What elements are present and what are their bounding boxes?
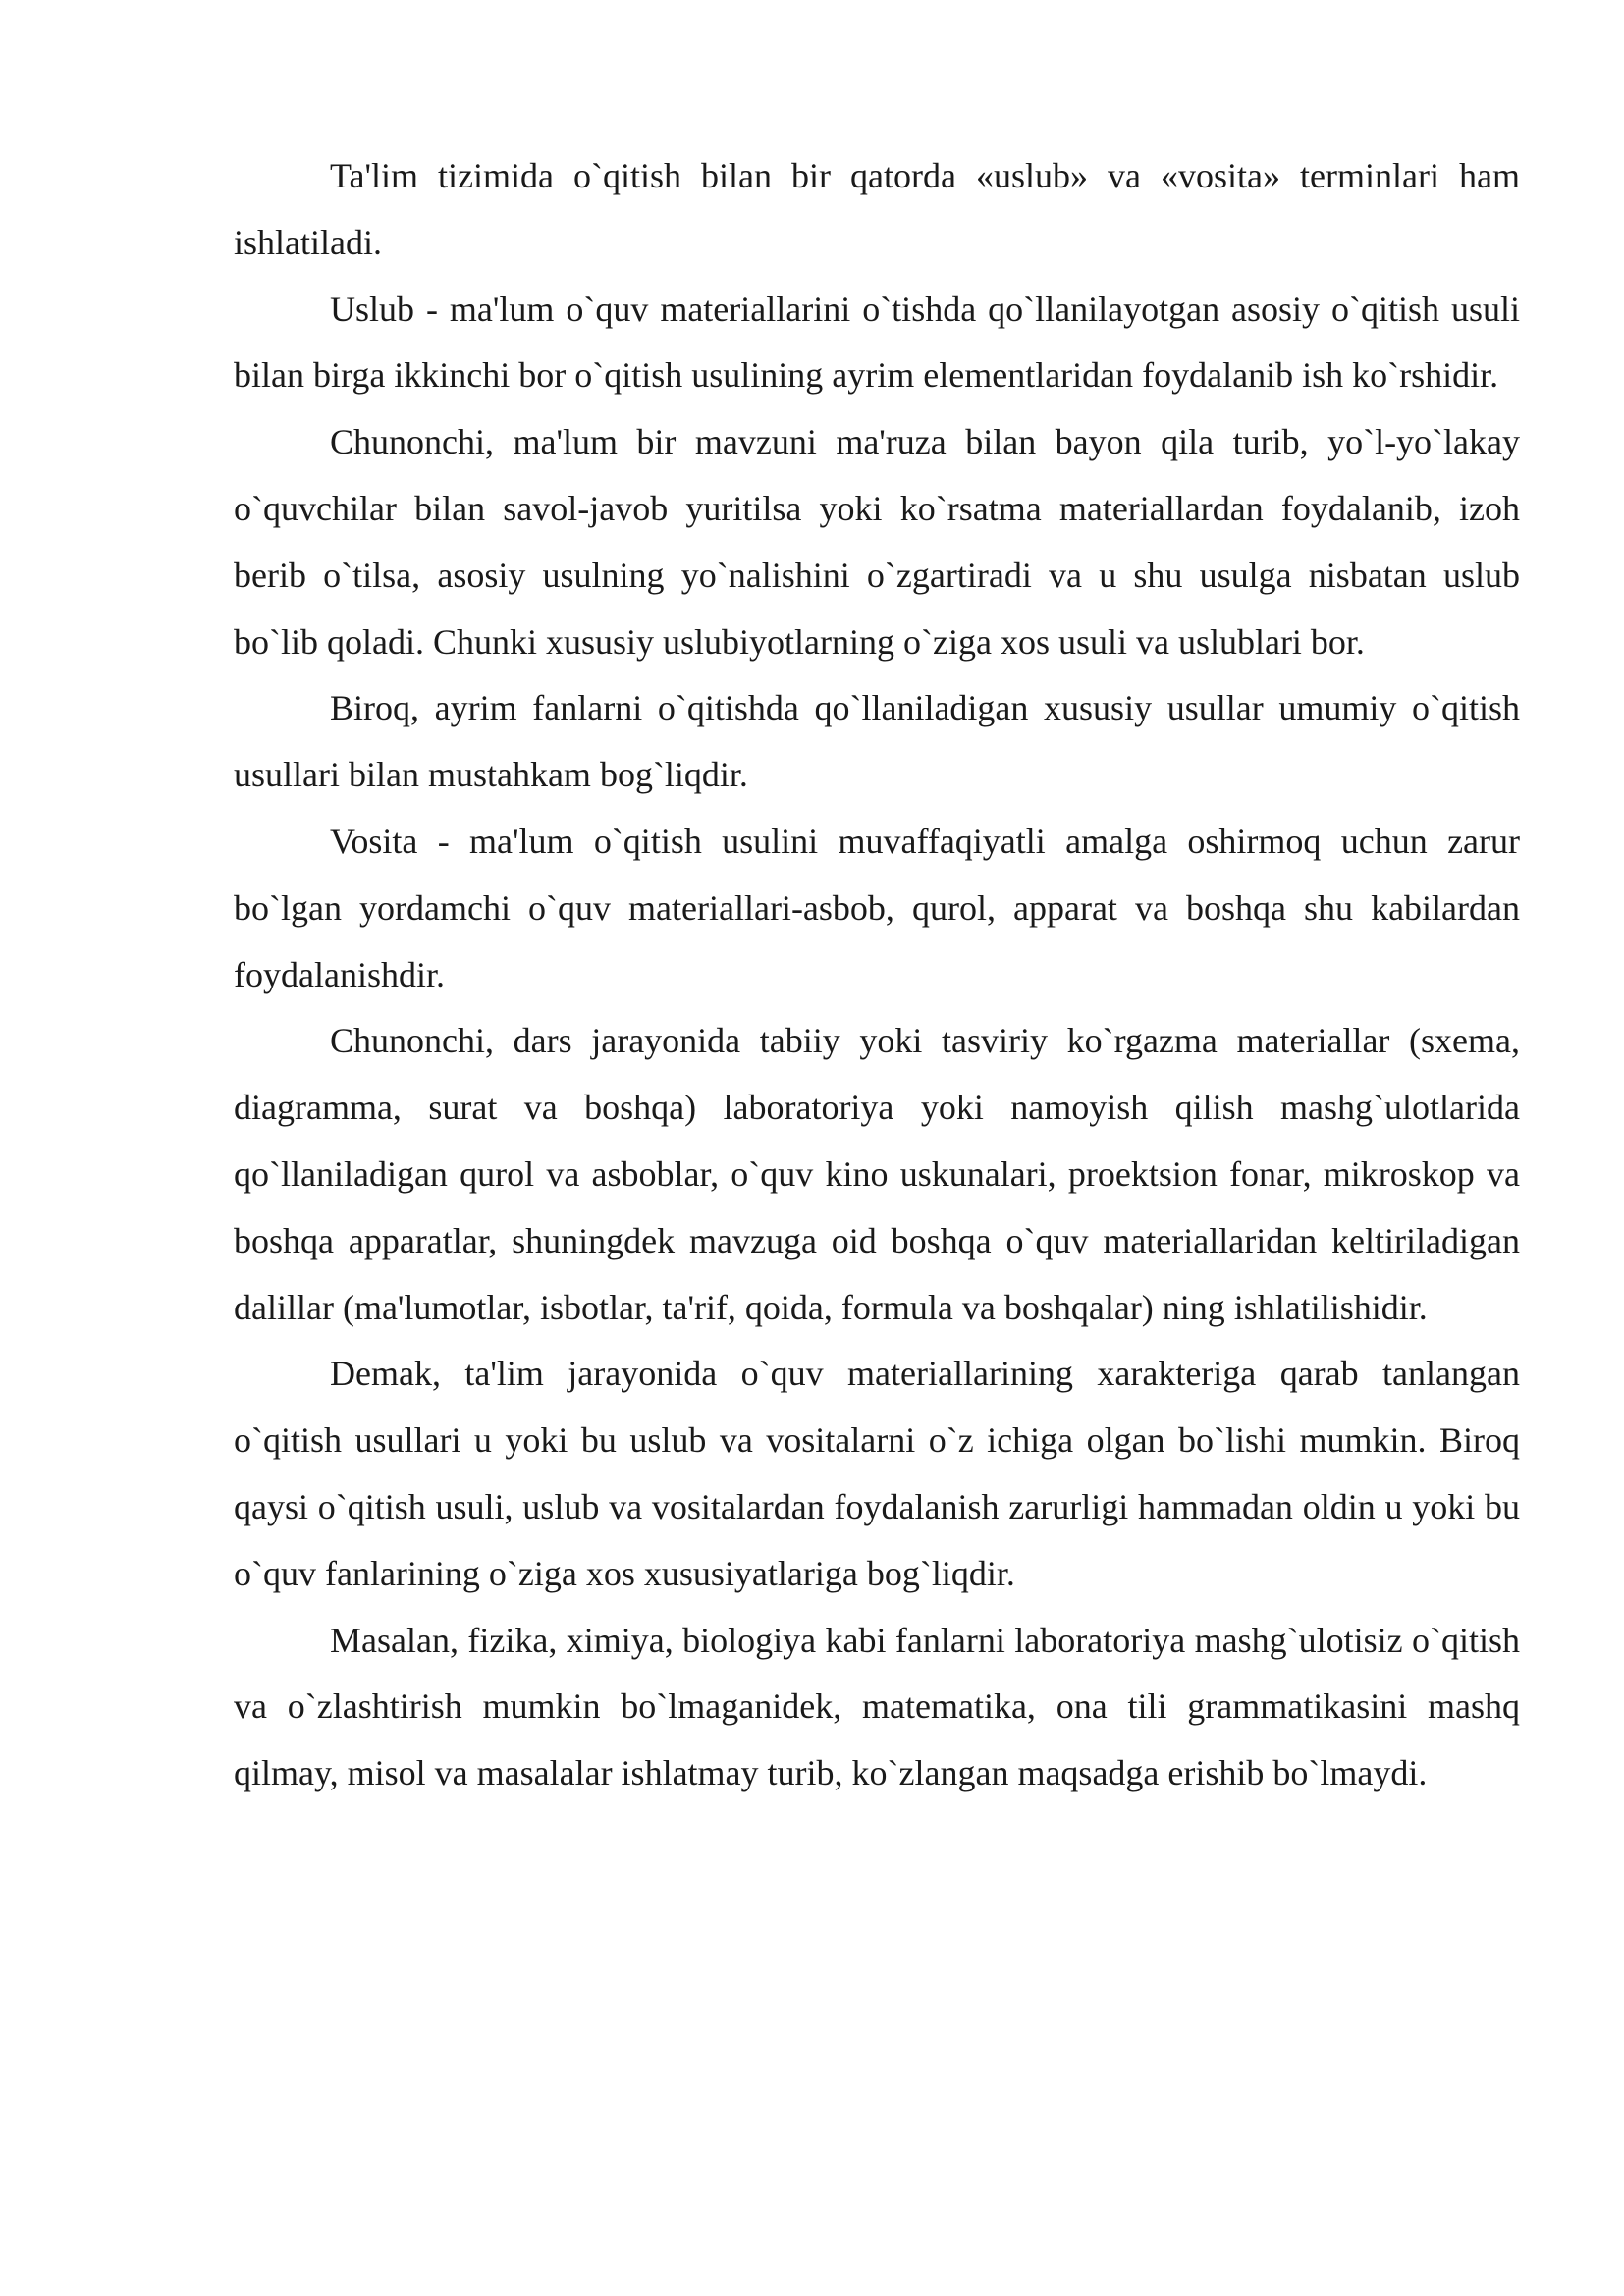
paragraph-uslub-definition: Uslub - ma'lum o`quv materiallarini o`tishda qo`llanilayotgan asosiy o`qitish usuli bilan birga ikkinchi bor o`qitish usulining ayrim elementlaridan foydalanib ish ko`rshidir. [234, 289, 1520, 396]
paragraph-vosita-definition: Vosita - ma'lum o`qitish usulini muvaffaqiyatli amalga oshirmoq uchun zarur bo`lgan yordamchi o`quv materiallari-asbob, qurol, apparat va boshqa shu kabilardan foydalanishdir. [234, 821, 1520, 994]
paragraph-conclusion: Demak, ta'lim jarayonida o`quv materiallarining xarakteriga qarab tanlangan o`qitish usullari u yoki bu uslub va vositalarni o`z ichiga olgan bo`lishi mumkin. Biroq qaysi o`qitish usuli, uslub va vositalardan foydalanish zarurligi hammadan oldin u yoki bu o`quv fanlarining o`ziga xos xususiyatlariga bog`liqdir. [234, 1354, 1520, 1593]
paragraph-private-methods: Biroq, ayrim fanlarni o`qitishda qo`llaniladigan xususiy usullar umumiy o`qitish usullari bilan mustahkam bog`liqdir. [234, 688, 1520, 795]
paragraph-subject-example: Masalan, fizika, ximiya, biologiya kabi fanlarni laboratoriya mashg`ulotisiz o`qitish va o`zlashtirish mumkin bo`lmaganidek, matematika, ona tili grammatikasini mashq qilmay, misol va masalalar ishlatmay turib, ko`zlangan maqsadga erishib bo`lmaydi. [234, 1620, 1520, 1793]
paragraph-vosita-example: Chunonchi, dars jarayonida tabiiy yoki tasviriy ko`rgazma materiallar (sxema, diagramma, surat va boshqa) laboratoriya yoki namoyish qilish mashg`ulotlarida qo`llaniladigan qurol va asboblar, o`quv kino uskunalari, proektsion fonar, mikroskop va boshqa apparatlar, shuningdek mavzuga oid boshqa o`quv materiallaridan keltiriladigan dalillar (ma'lumotlar, isbotlar, ta'rif, qoida, formula va boshqalar) ning ishlatilishidir. [234, 1021, 1520, 1327]
paragraph-terms-intro: Ta'lim tizimida o`qitish bilan bir qatorda «uslub» va «vosita» terminlari ham ishlatiladi. [234, 156, 1520, 262]
document-page [234, 143, 1520, 1807]
paragraph-uslub-example: Chunonchi, ma'lum bir mavzuni ma'ruza bilan bayon qila turib, yo`l-yo`lakay o`quvchilar bilan savol-javob yuritilsa yoki ko`rsatma materiallardan foydalanib, izoh berib o`tilsa, asosiy usulning yo`nalishini o`zgartiradi va u shu usulga nisbatan uslub bo`lib qoladi. Chunki xususiy uslubiyotlarning o`ziga xos usuli va uslublari bor. [234, 422, 1520, 662]
